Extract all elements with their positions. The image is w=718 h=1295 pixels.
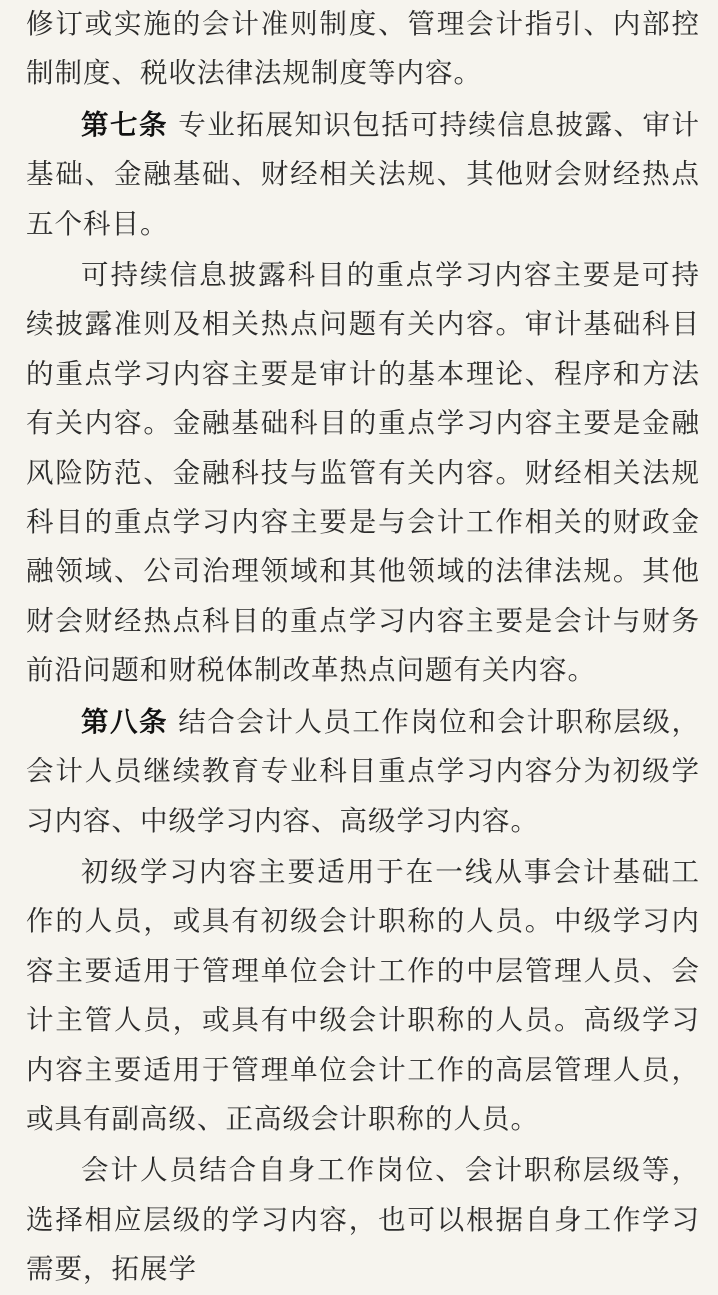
paragraph-text: 可持续信息披露科目的重点学习内容主要是可持续披露准则及相关热点问题有关内容。审计基础科目的重点学习内容主要是审计的基本理论、程序和方法有关内容。金融基础科目的重点学习内容主要是金融风险防范、金融科技与监管有关内容。财经相关法规科目的重点学习内容主要是与会计工作相关的财政金融领域、公司治理领域和其他领域的法律法规。其他财会财经热点科目的重点学习内容主要是会计与财务前沿问题和财税体制改革热点问题有关内容。	[26, 259, 700, 687]
article-heading: 第八条	[81, 705, 169, 738]
paragraph-levels-detail	[26, 848, 700, 1144]
paragraph-continuation	[26, 0, 700, 99]
article-8-paragraph	[26, 698, 700, 846]
article-7-paragraph	[26, 101, 700, 249]
paragraph-subjects-detail	[26, 251, 700, 696]
paragraph-text: 结合会计人员工作岗位和会计职称层级，会计人员继续教育专业科目重点学习内容分为初级学习内容、中级学习内容、高级学习内容。	[26, 705, 701, 837]
paragraph-text: 专业拓展知识包括可持续信息披露、审计基础、金融基础、财经相关法规、其他财会财经热点五个科目。	[26, 108, 701, 240]
paragraph-text: 会计人员结合自身工作岗位、会计职称层级等，选择相应层级的学习内容，也可以根据自身工作学习需要，拓展学	[26, 1154, 700, 1286]
paragraph-text: 初级学习内容主要适用于在一线从事会计基础工作的人员，或具有初级会计职称的人员。中级学习内容主要适用于管理单位会计工作的中层管理人员、会计主管人员，或具有中级会计职称的人员。高级学习内容主要适用于管理单位会计工作的高层管理人员，或具有副高级、正高级会计职称的人员。	[26, 855, 700, 1135]
article-heading: 第七条	[81, 108, 169, 141]
paragraph-selection	[26, 1146, 700, 1294]
paragraph-text: 修订或实施的会计准则制度、管理会计指引、内部控制制度、税收法律法规制度等内容。	[26, 8, 700, 90]
